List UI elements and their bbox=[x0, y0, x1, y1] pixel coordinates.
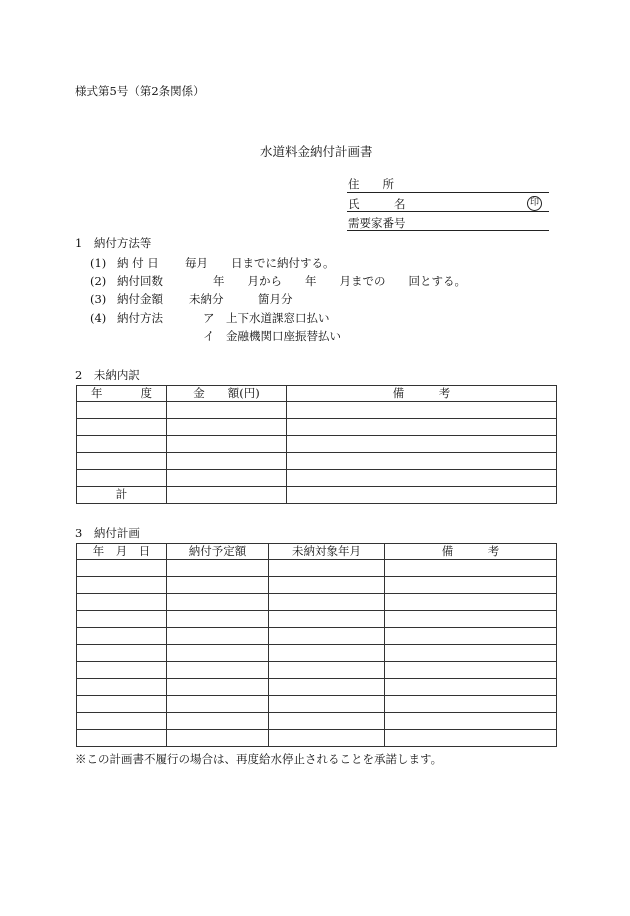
table-row bbox=[77, 470, 557, 487]
table-cell[interactable] bbox=[77, 436, 167, 453]
table-cell[interactable] bbox=[167, 419, 287, 436]
table-row bbox=[77, 696, 557, 713]
table-cell[interactable] bbox=[167, 645, 269, 662]
table-cell[interactable] bbox=[287, 470, 557, 487]
header-fiscal-year-char-1: 年 bbox=[91, 385, 103, 400]
table-cell[interactable] bbox=[287, 453, 557, 470]
table-cell[interactable] bbox=[385, 560, 557, 577]
table-row bbox=[77, 560, 557, 577]
table-row bbox=[77, 679, 557, 696]
header-remarks: 備 考 bbox=[287, 386, 557, 402]
item-number: (3) bbox=[90, 292, 107, 306]
item-label: 納 付 日 bbox=[117, 256, 159, 270]
header-remarks: 備 考 bbox=[385, 544, 557, 560]
table-cell[interactable] bbox=[269, 611, 385, 628]
item-text: 年 月から 年 月までの 回とする。 bbox=[213, 274, 466, 288]
header-amount: 金 額(円) bbox=[167, 386, 287, 402]
table-cell[interactable] bbox=[287, 436, 557, 453]
table-cell[interactable] bbox=[385, 730, 557, 747]
table-cell[interactable] bbox=[167, 594, 269, 611]
table-row bbox=[77, 611, 557, 628]
payment-plan-table bbox=[76, 543, 557, 747]
table-header-row bbox=[77, 386, 557, 402]
table-cell[interactable] bbox=[77, 560, 167, 577]
total-remarks-cell[interactable] bbox=[287, 487, 557, 504]
table-cell[interactable] bbox=[385, 645, 557, 662]
table-cell[interactable] bbox=[385, 628, 557, 645]
table-header-row bbox=[77, 544, 557, 560]
table-cell[interactable] bbox=[269, 628, 385, 645]
section3-heading: 3 納付計画 bbox=[75, 526, 140, 540]
table-row bbox=[77, 436, 557, 453]
document-title: 水道料金納付計画書 bbox=[260, 144, 373, 159]
table-cell[interactable] bbox=[167, 470, 287, 487]
table-cell[interactable] bbox=[269, 594, 385, 611]
table-cell[interactable] bbox=[167, 679, 269, 696]
table-cell[interactable] bbox=[385, 679, 557, 696]
table-cell[interactable] bbox=[167, 402, 287, 419]
table-cell[interactable] bbox=[77, 713, 167, 730]
section1-heading: 1 納付方法等 bbox=[75, 236, 152, 250]
table-cell[interactable] bbox=[167, 611, 269, 628]
table-cell[interactable] bbox=[77, 696, 167, 713]
table-cell[interactable] bbox=[287, 419, 557, 436]
table-cell[interactable] bbox=[77, 453, 167, 470]
table-cell[interactable] bbox=[77, 611, 167, 628]
table-cell[interactable] bbox=[77, 419, 167, 436]
table-cell[interactable] bbox=[385, 713, 557, 730]
table-row bbox=[77, 594, 557, 611]
name-line bbox=[347, 211, 549, 212]
table-cell[interactable] bbox=[269, 730, 385, 747]
table-cell[interactable] bbox=[269, 679, 385, 696]
table-cell[interactable] bbox=[385, 594, 557, 611]
item-label: 納付金額 bbox=[117, 292, 163, 306]
header-fiscal-year-char-2: 度 bbox=[140, 385, 152, 400]
table-cell[interactable] bbox=[167, 577, 269, 594]
table-cell[interactable] bbox=[77, 402, 167, 419]
table-cell[interactable] bbox=[167, 628, 269, 645]
method-option-2: イ 金融機関口座振替払い bbox=[203, 329, 341, 343]
table-cell[interactable] bbox=[77, 470, 167, 487]
address-line bbox=[347, 192, 549, 193]
table-cell[interactable] bbox=[269, 645, 385, 662]
table-row bbox=[77, 645, 557, 662]
table-row bbox=[77, 628, 557, 645]
table-row bbox=[77, 713, 557, 730]
total-label: 計 bbox=[77, 487, 167, 504]
item-number: (2) bbox=[90, 274, 107, 288]
section2-heading: 2 未納内訳 bbox=[75, 368, 140, 382]
item-text: 毎月 日までに納付する。 bbox=[185, 256, 335, 270]
header-date: 年 月 日 bbox=[77, 544, 167, 560]
item-number: (1) bbox=[90, 256, 107, 270]
table-cell[interactable] bbox=[167, 453, 287, 470]
item-number: (4) bbox=[90, 311, 107, 325]
table-cell[interactable] bbox=[269, 577, 385, 594]
table-row bbox=[77, 419, 557, 436]
footnote: ※この計画書不履行の場合は、再度給水停止されることを承諾します。 bbox=[75, 752, 443, 766]
customer-no-label: 需要家番号 bbox=[348, 216, 406, 230]
item-text: 未納分 箇月分 bbox=[189, 292, 293, 306]
table-cell[interactable] bbox=[385, 696, 557, 713]
table-row bbox=[77, 453, 557, 470]
table-cell[interactable] bbox=[287, 402, 557, 419]
table-cell[interactable] bbox=[167, 696, 269, 713]
header-target-month: 未納対象年月 bbox=[269, 544, 385, 560]
header-planned-amount: 納付予定額 bbox=[167, 544, 269, 560]
arrears-table bbox=[76, 385, 557, 504]
customer-no-line bbox=[347, 230, 549, 231]
table-cell[interactable] bbox=[385, 577, 557, 594]
table-cell[interactable] bbox=[77, 730, 167, 747]
table-cell[interactable] bbox=[77, 628, 167, 645]
table-cell[interactable] bbox=[269, 713, 385, 730]
table-cell[interactable] bbox=[167, 662, 269, 679]
table-cell[interactable] bbox=[167, 436, 287, 453]
table-row bbox=[77, 577, 557, 594]
table-cell[interactable] bbox=[269, 560, 385, 577]
table-cell[interactable] bbox=[269, 662, 385, 679]
table-row bbox=[77, 402, 557, 419]
name-label: 氏 名 bbox=[348, 197, 406, 211]
table-cell[interactable] bbox=[167, 560, 269, 577]
item-label: 納付回数 bbox=[117, 274, 163, 288]
table-cell[interactable] bbox=[167, 730, 269, 747]
table-cell[interactable] bbox=[167, 713, 269, 730]
table-cell[interactable] bbox=[77, 577, 167, 594]
item-label: 納付方法 bbox=[117, 311, 163, 325]
address-label: 住 所 bbox=[348, 177, 394, 191]
table-cell[interactable] bbox=[77, 662, 167, 679]
header-fiscal-year bbox=[77, 386, 167, 402]
form-id: 様式第5号（第2条関係） bbox=[75, 84, 205, 98]
item-text: ア 上下水道課窓口払い bbox=[203, 311, 330, 325]
table-cell[interactable] bbox=[385, 662, 557, 679]
name-seal-icon: 印 bbox=[527, 196, 542, 211]
table-cell[interactable] bbox=[77, 594, 167, 611]
table-cell[interactable] bbox=[77, 679, 167, 696]
table-cell[interactable] bbox=[385, 611, 557, 628]
table-cell[interactable] bbox=[77, 645, 167, 662]
total-amount-cell[interactable] bbox=[167, 487, 287, 504]
table-row bbox=[77, 662, 557, 679]
table-row bbox=[77, 730, 557, 747]
table-cell[interactable] bbox=[269, 696, 385, 713]
total-row bbox=[77, 487, 557, 504]
